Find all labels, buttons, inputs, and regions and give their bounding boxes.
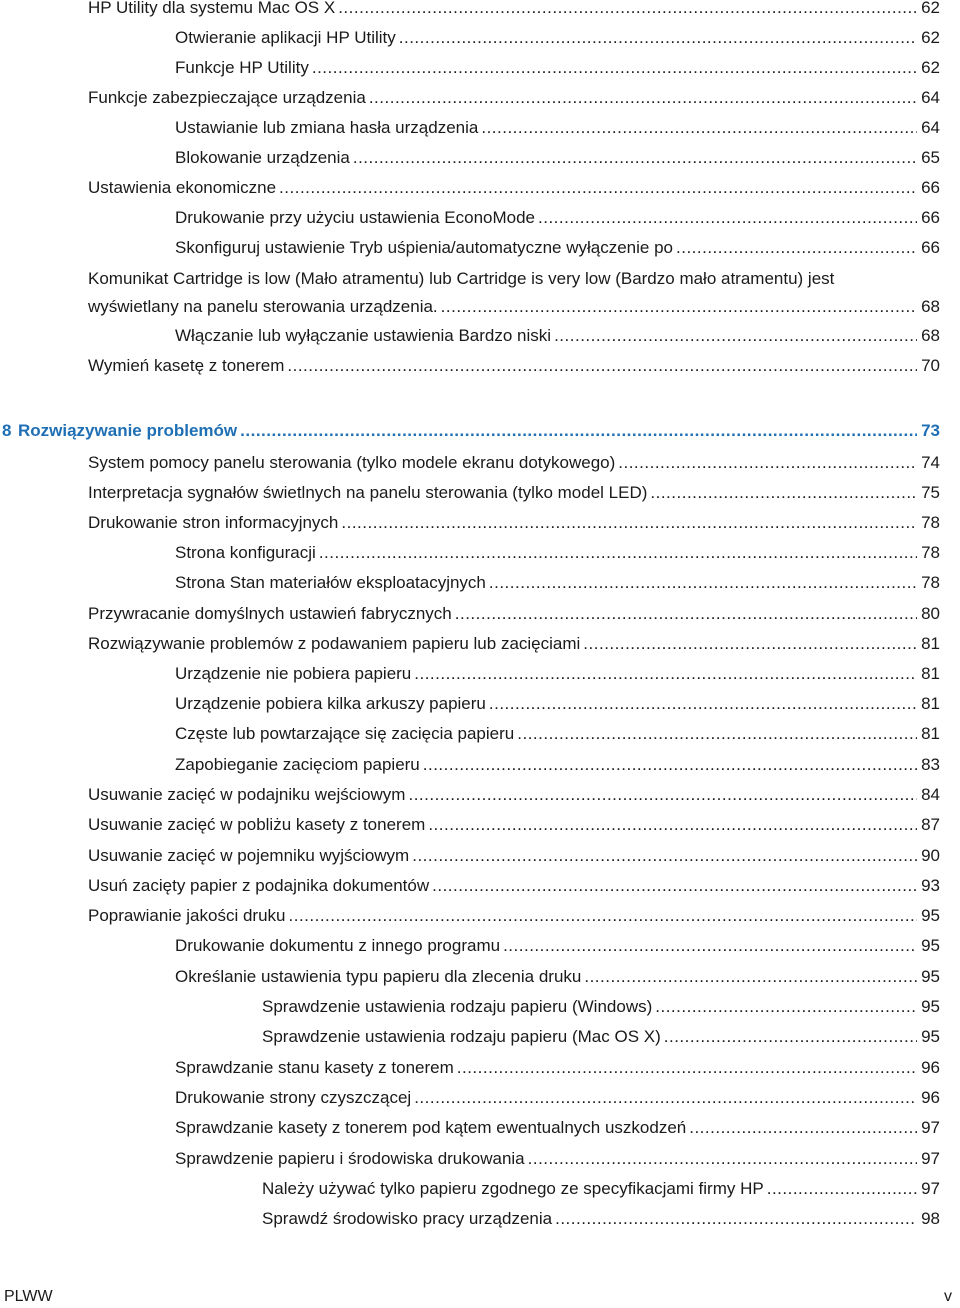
toc-page-number: 93 (921, 876, 940, 895)
toc-entry[interactable] (0, 875, 960, 897)
toc-entry[interactable] (0, 603, 960, 625)
dot-leader (289, 905, 918, 927)
toc-entry[interactable] (0, 147, 960, 169)
toc-entry[interactable] (0, 814, 960, 836)
toc-page-number: 66 (921, 178, 940, 197)
dot-leader (528, 1148, 917, 1170)
toc-entry-title: Funkcje zabezpieczające urządzenia (88, 88, 366, 107)
toc-entry-title: Sprawdzenie ustawienia rodzaju papieru (Windows) (262, 997, 653, 1016)
dot-leader (319, 542, 917, 564)
dot-leader (503, 935, 917, 957)
toc-entry-title: Otwieranie aplikacji HP Utility (175, 28, 396, 47)
dot-leader (369, 87, 917, 109)
chapter-number: 8 (2, 421, 12, 440)
toc-entry[interactable] (0, 1026, 960, 1048)
toc-entry-title: Usuwanie zacięć w pojemniku wyjściowym (88, 846, 410, 865)
dot-leader (279, 177, 917, 199)
toc-entry[interactable] (0, 237, 960, 259)
toc-entry-title: Określanie ustawienia typu papieru dla zlecenia druku (175, 967, 582, 986)
toc-entry-title: Należy używać tylko papieru zgodnego ze specyfikacjami firmy HP (262, 1179, 764, 1198)
toc-page-number: 95 (921, 906, 940, 925)
dot-leader (618, 452, 917, 474)
dot-leader (583, 633, 917, 655)
toc-entry[interactable] (0, 542, 960, 564)
toc-entry[interactable] (0, 754, 960, 776)
toc-page-number: 81 (921, 664, 940, 683)
toc-entry-title: System pomocy panelu sterowania (tylko modele ekranu dotykowego) (88, 453, 616, 472)
toc-entry[interactable] (0, 1057, 960, 1079)
dot-leader (414, 663, 917, 685)
footer-left-label: PLWW (4, 1288, 53, 1305)
dot-leader (554, 325, 917, 347)
toc-page-number: 62 (921, 0, 940, 17)
toc-entry-title: Ustawienia ekonomiczne (88, 178, 277, 197)
toc-entry[interactable] (0, 663, 960, 685)
toc-entry[interactable] (0, 905, 960, 927)
dot-leader (441, 296, 917, 318)
toc-entry[interactable] (0, 57, 960, 79)
dot-leader (489, 693, 917, 715)
toc-entry-title: Usuń zacięty papier z podajnika dokumentów (88, 876, 430, 895)
toc-page-number: 75 (921, 483, 940, 502)
toc-entry[interactable] (0, 117, 960, 139)
toc-entry[interactable] (0, 723, 960, 745)
toc-entry[interactable] (0, 1208, 960, 1230)
toc-entry[interactable] (0, 935, 960, 957)
toc-entry-title: Interpretacja sygnałów świetlnych na panelu sterowania (tylko model LED) (88, 483, 648, 502)
toc-page-number: 68 (921, 297, 940, 316)
toc-entry[interactable] (0, 355, 960, 377)
dot-leader (341, 512, 917, 534)
toc-entry-title: Drukowanie strony czyszczącej (175, 1088, 412, 1107)
dot-leader (428, 814, 917, 836)
toc-entry[interactable] (0, 1117, 960, 1139)
toc-entry-title: Zapobieganie zacięciom papieru (175, 755, 420, 774)
dot-leader (664, 1026, 917, 1048)
dot-leader (689, 1117, 917, 1139)
dot-leader (432, 875, 917, 897)
dot-leader (423, 754, 917, 776)
toc-entry-title: Sprawdzenie papieru i środowiska drukowania (175, 1149, 525, 1168)
toc-entry[interactable] (0, 845, 960, 867)
toc-page-number: 96 (921, 1088, 940, 1107)
dot-leader (457, 1057, 917, 1079)
toc-page-number: 74 (921, 453, 940, 472)
toc-page-number: 81 (921, 694, 940, 713)
toc-entry[interactable] (0, 177, 960, 199)
dot-leader (676, 237, 917, 259)
toc-page-number: 97 (921, 1149, 940, 1168)
toc-entry[interactable] (0, 1148, 960, 1170)
toc-entry-title: Drukowanie dokumentu z innego programu (175, 936, 501, 955)
toc-entry[interactable] (0, 572, 960, 594)
toc-entry[interactable] (0, 420, 960, 442)
dot-leader (312, 57, 917, 79)
toc-entry[interactable] (0, 0, 960, 19)
toc-page-number: 84 (921, 785, 940, 804)
dot-leader (412, 845, 917, 867)
toc-entry[interactable] (0, 87, 960, 109)
toc-page-number: 81 (921, 724, 940, 743)
toc-page-number: 70 (921, 356, 940, 375)
toc-entry[interactable] (0, 784, 960, 806)
dot-leader (584, 966, 917, 988)
toc-entry[interactable] (0, 325, 960, 347)
toc-entry[interactable] (0, 633, 960, 655)
toc-entry-title: Sprawdzenie ustawienia rodzaju papieru (Mac OS X) (262, 1027, 661, 1046)
dot-leader (240, 420, 917, 442)
dot-leader (481, 117, 917, 139)
dot-leader (655, 996, 917, 1018)
toc-entry-title: Wymień kasetę z tonerem (88, 356, 285, 375)
toc-entry-title: Poprawianie jakości druku (88, 906, 286, 925)
toc-page-number: 96 (921, 1058, 940, 1077)
dot-leader (489, 572, 917, 594)
toc-entry[interactable] (0, 1178, 960, 1200)
dot-leader (287, 355, 917, 377)
toc-page-number: 80 (921, 604, 940, 623)
toc-entry-title: Strona Stan materiałów eksploatacyjnych (175, 573, 486, 592)
toc-page-number: 65 (921, 148, 940, 167)
toc-entry[interactable] (0, 1087, 960, 1109)
toc-page-number: 90 (921, 846, 940, 865)
toc-entry[interactable] (0, 452, 960, 474)
toc-entry-title: Blokowanie urządzenia (175, 148, 350, 167)
toc-page-number: 78 (921, 543, 940, 562)
toc-page-number: 97 (921, 1118, 940, 1137)
toc-entry-title: Włączanie lub wyłączanie ustawienia Bardzo niski (175, 326, 552, 345)
toc-entry[interactable] (0, 482, 960, 504)
dot-leader (767, 1178, 917, 1200)
toc-entry-title: Drukowanie stron informacyjnych (88, 513, 339, 532)
toc-page-number: 64 (921, 118, 940, 137)
toc-entry-title: Skonfiguruj ustawienie Tryb uśpienia/automatyczne wyłączenie po (175, 238, 673, 257)
toc-page-number: 95 (921, 936, 940, 955)
dot-leader (399, 27, 917, 49)
toc-entry-title: Rozwiązywanie problemów z podawaniem papieru lub zacięciami (88, 634, 581, 653)
toc-entry-title: Urządzenie pobiera kilka arkuszy papieru (175, 694, 486, 713)
toc-page-number: 64 (921, 88, 940, 107)
toc-entry[interactable] (0, 512, 960, 534)
toc-page-number: 62 (921, 28, 940, 47)
toc-entry-title: Strona konfiguracji (175, 543, 316, 562)
toc-entry[interactable] (0, 996, 960, 1018)
toc-entry-title: Usuwanie zacięć w podajniku wejściowym (88, 785, 406, 804)
toc-entry[interactable] (0, 207, 960, 229)
chapter-title: Rozwiązywanie problemów (18, 421, 238, 440)
toc-page-number: 78 (921, 573, 940, 592)
toc-page-number: 98 (921, 1209, 940, 1228)
toc-page-number: 87 (921, 815, 940, 834)
toc-entry[interactable] (0, 268, 960, 318)
toc-entry-title: Sprawdzanie stanu kasety z tonerem (175, 1058, 454, 1077)
dot-leader (538, 207, 917, 229)
toc-page-number: 66 (921, 238, 940, 257)
toc-entry-title: HP Utility dla systemu Mac OS X (88, 0, 336, 17)
toc-entry-title: Usuwanie zacięć w pobliżu kasety z tonerem (88, 815, 426, 834)
toc-page-number: 81 (921, 634, 940, 653)
toc-entry-title: Urządzenie nie pobiera papieru (175, 664, 412, 683)
toc-page-number: 97 (921, 1179, 940, 1198)
toc-page-number: 73 (921, 421, 940, 440)
toc-entry-title: Sprawdź środowisko pracy urządzenia (262, 1209, 553, 1228)
toc-page-number: 95 (921, 1027, 940, 1046)
toc-entry-text-line1: Komunikat Cartridge is low (Mało atramentu) lub Cartridge is very low (Bardzo mało atramentu) jest (88, 269, 835, 288)
dot-leader (353, 147, 917, 169)
toc-entry-title: Przywracanie domyślnych ustawień fabrycznych (88, 604, 452, 623)
dot-leader (517, 723, 917, 745)
toc-page-number: 68 (921, 326, 940, 345)
dot-leader (338, 0, 917, 19)
footer-page-number: v (944, 1288, 952, 1305)
dot-leader (650, 482, 917, 504)
dot-leader (408, 784, 917, 806)
toc-entry-title: wyświetlany na panelu sterowania urządzenia. (88, 297, 438, 316)
toc-entry-title: Funkcje HP Utility (175, 58, 309, 77)
toc-page-number: 66 (921, 208, 940, 227)
toc-entry-title: Drukowanie przy użyciu ustawienia EconoMode (175, 208, 536, 227)
toc-page-number: 83 (921, 755, 940, 774)
toc-page-number: 78 (921, 513, 940, 532)
dot-leader (455, 603, 917, 625)
toc-entry-title: Sprawdzanie kasety z tonerem pod kątem ewentualnych uszkodzeń (175, 1118, 687, 1137)
dot-leader (555, 1208, 917, 1230)
toc-page-number: 62 (921, 58, 940, 77)
toc-entry[interactable] (0, 966, 960, 988)
toc-entry-title: Częste lub powtarzające się zacięcia papieru (175, 724, 515, 743)
toc-page-number: 95 (921, 997, 940, 1016)
toc-page-number: 95 (921, 967, 940, 986)
toc-entry-title: Ustawianie lub zmiana hasła urządzenia (175, 118, 479, 137)
toc-entry[interactable] (0, 693, 960, 715)
toc-entry[interactable] (0, 27, 960, 49)
dot-leader (414, 1087, 917, 1109)
